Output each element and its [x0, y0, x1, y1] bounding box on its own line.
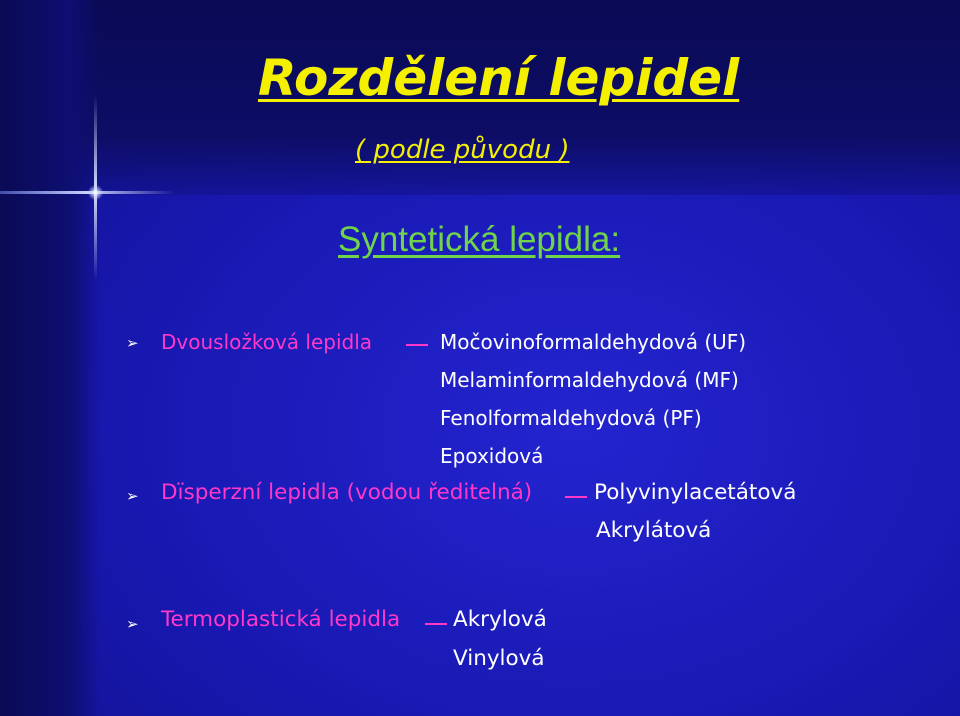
section-heading: Syntetická lepidla:	[338, 220, 621, 259]
bullet-arrow-icon: ➢	[126, 487, 139, 505]
category-label: Termoplastická lepidla	[161, 607, 401, 632]
list-item: Epoxidová	[440, 444, 544, 468]
background-left-shade	[0, 0, 100, 716]
category-label: Dïsperzní lepidla (vodou ředitelná)	[161, 480, 533, 505]
list-item: Fenolformaldehydová (PF)	[440, 406, 702, 430]
slide-subtitle: ( podle původu )	[355, 135, 570, 165]
dash-connector	[425, 623, 447, 625]
bullet-arrow-icon: ➢	[126, 334, 139, 352]
bullet-arrow-icon: ➢	[126, 615, 139, 633]
list-item: Akrylátová	[596, 518, 712, 543]
list-item: Vinylová	[453, 646, 545, 671]
list-item: Akrylová	[453, 607, 547, 632]
dash-connector	[406, 344, 428, 346]
dash-connector	[565, 496, 587, 498]
list-item: Polyvinylacetátová	[594, 480, 797, 505]
list-item: Melaminformaldehydová (MF)	[440, 368, 739, 392]
category-label: Dvousložková lepidla	[161, 330, 373, 354]
slide-title: Rozdělení lepidel	[258, 49, 740, 107]
list-item: Močovinoformaldehydová (UF)	[440, 330, 747, 354]
